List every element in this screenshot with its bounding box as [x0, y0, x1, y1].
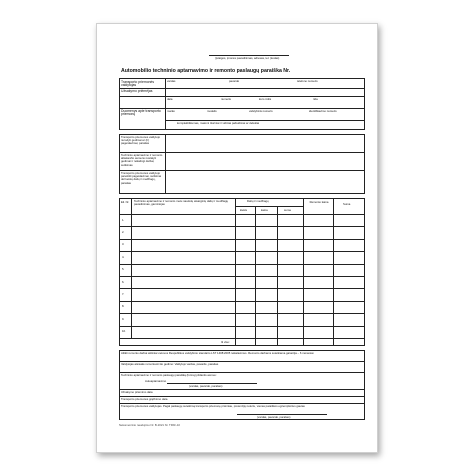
field-marke: markė — [167, 109, 175, 113]
table-row-divider — [119, 288, 365, 289]
field-valstybinis: valstybinis numeris — [249, 109, 273, 113]
table-row-divider — [119, 313, 365, 314]
warranty-text: Atlikti remonto darbai atitinka Lietuvos Respublikos valstybinio standarto LST 1408:2005 reikalavimus. Remonto darbams suteikiama garantija – 6 mėnesiai. — [121, 351, 315, 355]
form-sheet — [96, 23, 378, 453]
table-row-divider — [119, 226, 365, 227]
field-komplektiskumas: komplektiškumas, matomi išoriniai ir vidiniai pažeidimai ar defektai — [177, 121, 260, 125]
table-row-number: 6. — [122, 279, 125, 284]
table-row-number: 7. — [122, 291, 125, 296]
acceptance-text: Techninio aptarnavimo ir remonto paslaugų paraišką (formą) pildantis asmuo: — [121, 373, 217, 377]
col-kaina: kaina — [261, 208, 268, 212]
field-vardas: vardas — [167, 79, 176, 83]
table-row-number: 5. — [122, 267, 125, 272]
table-row-divider — [119, 264, 365, 265]
table-row-number: 4. — [122, 254, 125, 259]
field-telefono: telefono numeris — [297, 79, 318, 83]
col-dalys: Dalių ir medžiagų — [247, 199, 269, 203]
table-row-divider — [119, 251, 365, 252]
owner-label: Transporto priemonės valdytojas — [121, 80, 155, 88]
field-rida: rida — [313, 97, 318, 101]
returned-text: Valdytojas atsisakė remontuoti šio gedimo: Valdytojo vardas, pavardė, parašas — [121, 362, 219, 366]
owner-confirm-text: Transporto priemonės valdytojas. Pagal paslaugų suteikimą transporto priemonę priėmiau, pretenzijų neturiu, vienas paraiškos egzempliorius gautas — [121, 404, 305, 408]
col-darbai: Techninio aptarnavimo ir remonto metu naudotų atsarginių dalių ir medžiagų pavadinimas, gamintojas — [134, 199, 229, 207]
sign-caption: (vardas, pavardė, parašas) — [257, 415, 291, 419]
table-row-divider — [119, 276, 365, 277]
table-row-divider — [119, 326, 365, 327]
table-row-divider — [119, 301, 365, 302]
table-row-number: 2. — [122, 229, 125, 234]
total-label: Iš viso: — [221, 340, 230, 344]
table-row-number: 8. — [122, 304, 125, 309]
col-suma2: Suma — [343, 202, 351, 206]
fault-row-1: Transporto priemonės valdytojo nurodyti gedimai ar (ir) pageidavimai, parašas — [121, 135, 161, 146]
col-suma: suma — [284, 208, 291, 212]
col-eil: Eil. Nr. — [121, 200, 130, 204]
order-date-label: Užsakymo priėmimo data — [121, 390, 153, 394]
fault-row-3: Transporto priemonės valdytojo pareikšti pageidavimai, sutikimai dėl keistų dalių ir medžiagų, parašas — [121, 171, 162, 185]
vehicle-data-label: Duomenys apie transporto priemonę — [121, 109, 161, 117]
field-data: data — [167, 97, 173, 101]
table-row-number: 9. — [122, 316, 125, 321]
form-title: Automobilio techninio aptarnavimo ir remonto paslaugų paraiška Nr. — [121, 68, 291, 74]
field-kuro: kuro rūšis — [259, 97, 272, 101]
table-row-number: 3. — [122, 242, 125, 247]
field-numeris: numeris — [221, 97, 231, 101]
form-code: Nekomercinio naudojimo Nr. B-2021 Nr. TPAF-10 — [119, 423, 180, 427]
col-kiekis: kiekis — [240, 208, 247, 212]
auto-label: Autoaptarnavimo — [145, 379, 167, 383]
parts-table — [119, 198, 365, 346]
field-pavarde: pavardė — [229, 79, 240, 83]
table-row-divider — [119, 239, 365, 240]
col-remonto-kaina: Remonto kaina — [309, 200, 329, 204]
table-row-number: 1. — [122, 217, 125, 222]
field-modelis: modelis — [207, 109, 217, 113]
orderer-label: Užsakymo priėmėjas — [121, 89, 153, 93]
fault-row-2: Techninio aptarnavimo ir remonto atliekančio asmens nustatyti gedimai ir reikalingi darbai, sutikimas — [121, 153, 163, 167]
org-caption: (įstaigos, įmonės pavadinimas, adresas, tel. (kodas) — [215, 56, 280, 60]
table-row-number: 10. — [122, 329, 126, 334]
field-identifikavimo: identifikavimo numeris — [309, 109, 337, 113]
name-caption: (vardas, pavardė, parašas) — [189, 384, 223, 388]
vehicle-returned-label: Transporto priemonės grąžinimo data — [121, 397, 168, 401]
